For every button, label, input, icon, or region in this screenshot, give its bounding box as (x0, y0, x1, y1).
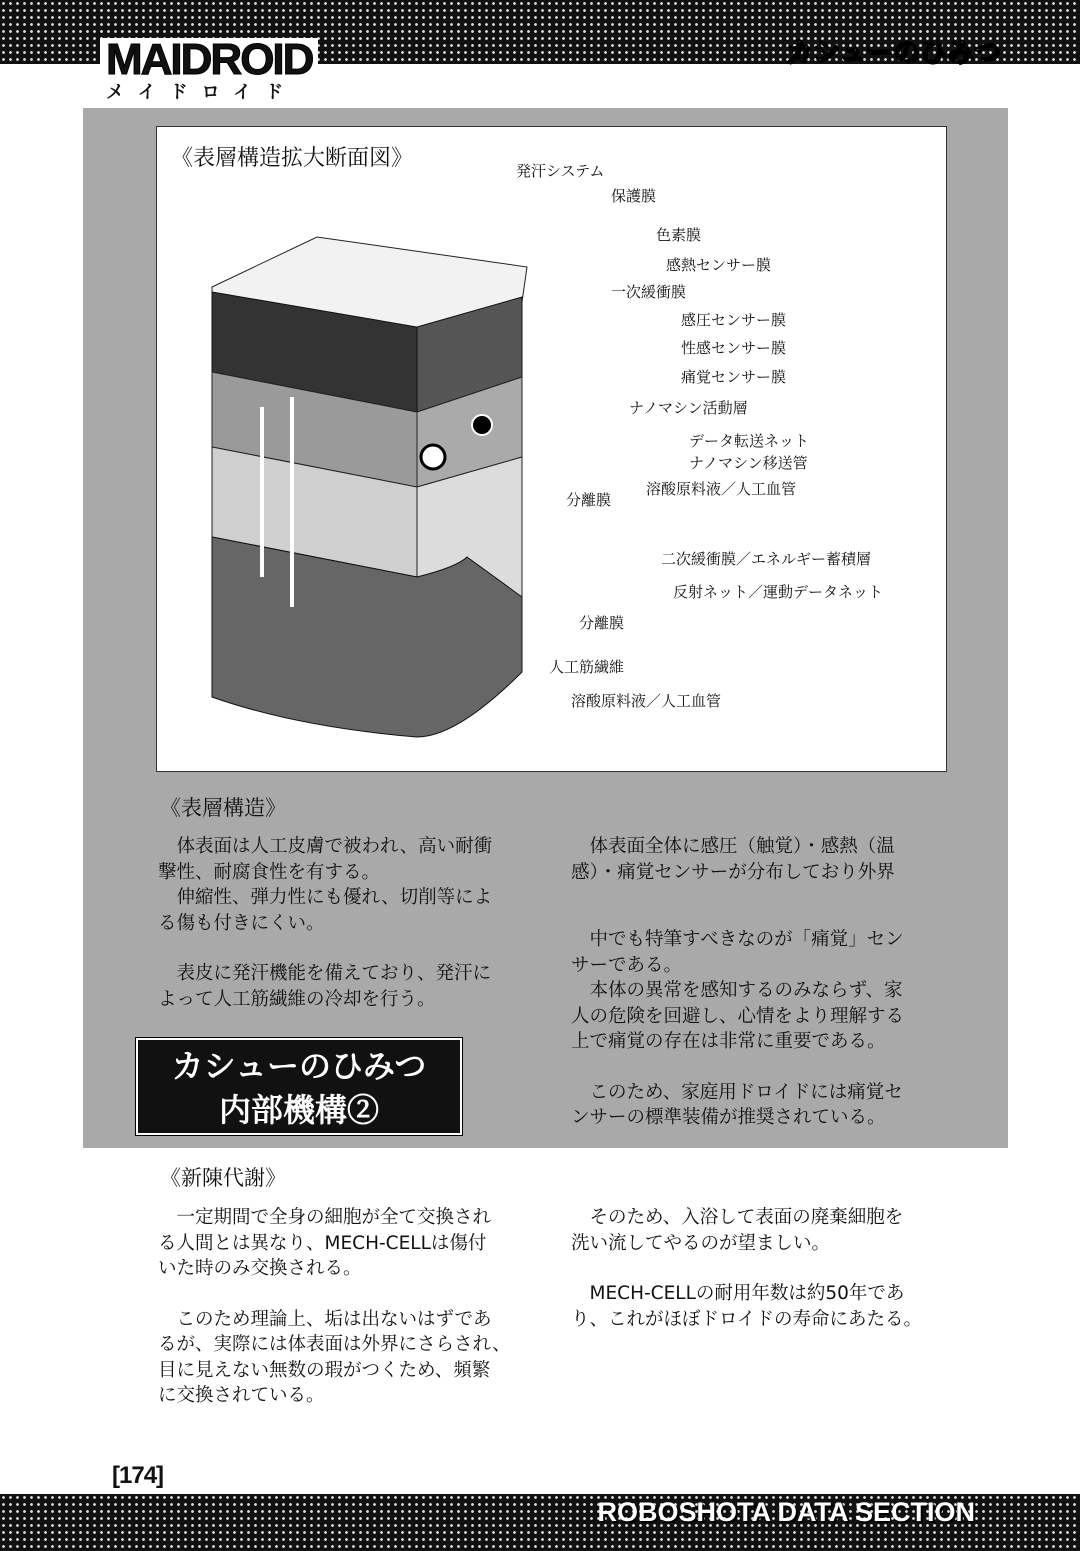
label-sweat-system: 発汗システム (516, 162, 605, 180)
footer-title: ROBOSHOTA DATA SECTION (597, 1497, 975, 1527)
label-nanomachine-tube: ナノマシン移送管 (689, 454, 808, 472)
logo-kana: メイドロイド (106, 82, 298, 103)
surface-left-text: 体表面は人工皮膚で被われ、高い耐衝 撃性、耐腐食性を有する。 伸縮性、弾力性にも優れ、切削等によ る傷も付きにくい。 表皮に発汗機能を備えており、発汗に よって人工筋繊維の冷却を行う。 (158, 836, 493, 1010)
metabolism-left-text: 一定期間で全身の細胞が全て交換され る人間とは異なり、MECH-CELLは傷付 いた時のみ交換される。 このため理論上、垢は出ないはずであ るが、実際には体表面は外界にさらされ、 目に見えない無数の瑕がつくため、頻繁 に交換されている。 (158, 1207, 511, 1406)
label-pigment-membrane: 色素膜 (656, 226, 702, 244)
label-pain-sensor: 痛覚センサー膜 (681, 368, 787, 386)
secret-title-box (136, 1038, 462, 1135)
label-thermal-sensor: 感熱センサー膜 (666, 256, 772, 274)
label-separation-membrane-1: 分離膜 (566, 491, 612, 509)
label-separation-membrane-2: 分離膜 (579, 614, 625, 632)
maidroid-logo (100, 35, 318, 104)
surface-right-text: 体表面全体に感圧（触覚）・感熱（温 感）・痛覚センサーが分布しており外界 中でも特筆すべきなのが「痛覚」セン サーである。 本体の異常を感知するのみならず、家 人の危険を回避し、心情をより理解する 上で痛覚の存在は非常に重要である。 このため、家庭用ドロイドには痛覚セ ンサーの標準装備が推奨されている。 (571, 836, 905, 1128)
label-reflex-net: 反射ネット／運動データネット (673, 583, 884, 601)
label-artificial-vessel-1: 溶酸原料液／人工血管 (646, 480, 797, 498)
label-data-net: データ転送ネット (689, 432, 810, 450)
label-primary-buffer: 一次緩衝膜 (611, 283, 687, 301)
label-pressure-sensor: 感圧センサー膜 (681, 311, 787, 329)
secret-title-line1: カシューのひみつ (171, 1047, 427, 1085)
label-protective-membrane: 保護膜 (611, 187, 657, 205)
secret-title-line2: 内部機構② (218, 1091, 379, 1129)
cross-section-diagram (156, 126, 947, 772)
metabolism-right-text: そのため、入浴して表面の廃棄細胞を 洗い流してやるのが望ましい。 MECH-CELLの耐用年数は約50年であ り、これがほぼドロイドの寿命にあたる。 (571, 1207, 922, 1330)
header-title: カシューのひみつ (785, 37, 1000, 68)
logo-text: MAIDROID (106, 35, 313, 84)
diagram-title: 《表層構造拡大断面図》 (171, 146, 414, 171)
label-secondary-buffer: 二次緩衝膜／エネルギー蓄積層 (661, 550, 872, 568)
label-sensual-sensor: 性感センサー膜 (681, 339, 787, 357)
page-number: [174] (112, 1462, 164, 1489)
skin-layer-illustration (157, 127, 948, 773)
label-artificial-vessel-2: 溶酸原料液／人工血管 (571, 692, 722, 710)
surface-heading: 《表層構造》 (160, 796, 286, 820)
label-nanomachine-layer: ナノマシン活動層 (629, 399, 748, 417)
metabolism-heading: 《新陳代謝》 (160, 1166, 286, 1190)
label-artificial-muscle: 人工筋繊維 (549, 658, 625, 676)
